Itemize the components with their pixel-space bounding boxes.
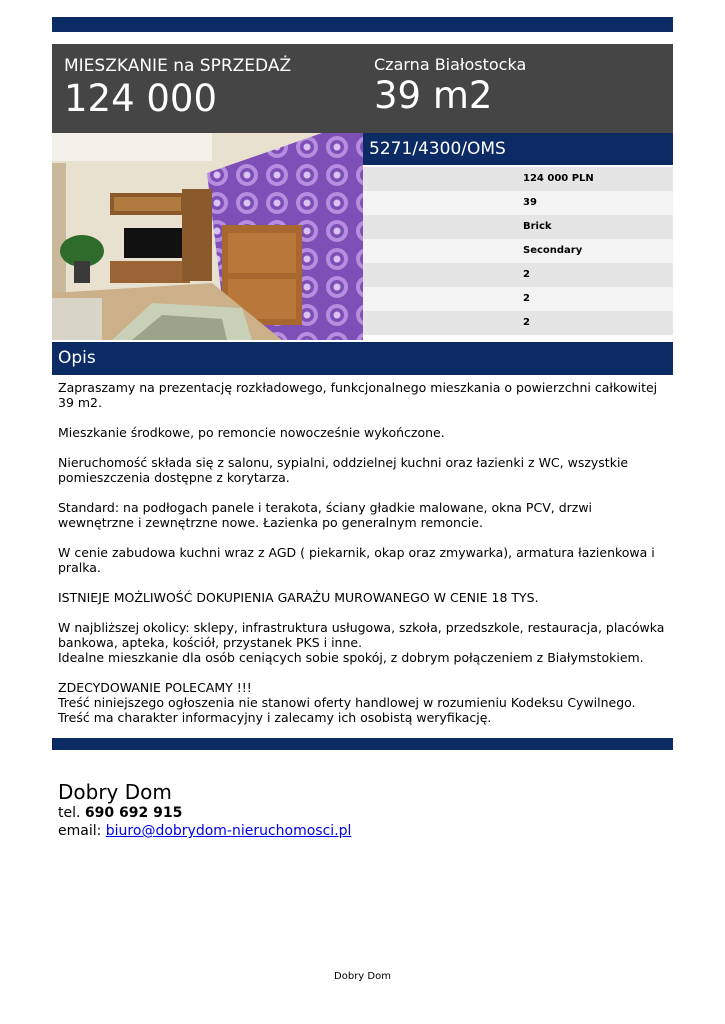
parameters-table bbox=[363, 167, 673, 335]
phone-number: 690 692 915 bbox=[84, 805, 183, 821]
description-heading-bar bbox=[52, 342, 673, 375]
description-paragraph: ZDECYDOWANIE POLECAMY !!! Treść niniejszego ogłoszenia nie stanowi oferty handlowej w rozumieniu Kodeksu Cywilnego. Treść ma charakter informacyjny i zalecamy ich osobistą weryfikację. bbox=[58, 680, 636, 725]
listing-reference-bar bbox=[363, 133, 673, 165]
company-name: Dobry Dom bbox=[58, 780, 172, 804]
param-value: Brick bbox=[523, 221, 552, 232]
property-photo bbox=[52, 133, 363, 340]
description-paragraph: Nieruchomość składa się z salonu, sypialni, oddzielnej kuchni oraz łazienki z WC, wszystkie pomieszczenia dostępne z korytarza. bbox=[58, 455, 629, 485]
email-line bbox=[58, 822, 351, 840]
param-row bbox=[363, 287, 673, 311]
param-value: Secondary bbox=[523, 245, 583, 256]
description-paragraph: Mieszkanie środkowe, po remoncie nowocześnie wykończone. bbox=[58, 425, 445, 440]
description-paragraph: Zapraszamy na prezentację rozkładowego, funkcjonalnego mieszkania o powierzchni całkowitej 39 m2. bbox=[58, 380, 658, 410]
phone-line bbox=[58, 804, 351, 822]
email-label: email: bbox=[58, 823, 102, 839]
description-paragraph: Standard: na podłogach panele i terakota, ściany gładkie malowane, okna PCV, drzwi wewnętrzne i zewnętrzne nowe. Łazienka po generalnym remoncie. bbox=[58, 500, 593, 530]
property-type-label: MIESZKANIE na SPRZEDAŻ bbox=[64, 56, 292, 76]
description-paragraph: W cenie zabudowa kuchni wraz z AGD ( piekarnik, okap oraz zmywarka), armatura łazienkowa i pralka. bbox=[58, 545, 655, 575]
description-paragraph: ISTNIEJE MOŻLIWOŚĆ DOKUPIENIA GARAŻU MUROWANEGO W CENIE 18 TYS. bbox=[58, 590, 539, 605]
param-value: 2 bbox=[523, 269, 530, 280]
param-row bbox=[363, 239, 673, 263]
param-row bbox=[363, 311, 673, 335]
contact-block bbox=[58, 780, 351, 840]
listing-header bbox=[52, 44, 673, 133]
location-label: Czarna Białostocka bbox=[374, 55, 527, 74]
bottom-divider-bar bbox=[52, 738, 673, 750]
listing-reference: 5271/4300/OMS bbox=[369, 139, 506, 159]
param-value: 124 000 PLN bbox=[523, 173, 594, 184]
area-headline: 39 m2 bbox=[374, 74, 493, 117]
param-row bbox=[363, 263, 673, 287]
param-value: 2 bbox=[523, 317, 530, 328]
phone-label: tel. bbox=[58, 805, 81, 821]
price-headline: 124 000 bbox=[64, 77, 218, 120]
param-value: 2 bbox=[523, 293, 530, 304]
param-value: 39 bbox=[523, 197, 537, 208]
param-row bbox=[363, 215, 673, 239]
page-footer: Dobry Dom bbox=[334, 971, 391, 982]
description-body bbox=[58, 380, 670, 725]
email-link[interactable]: biuro@dobrydom-nieruchomosci.pl bbox=[105, 823, 352, 839]
description-heading: Opis bbox=[58, 348, 96, 368]
param-row bbox=[363, 167, 673, 191]
param-row bbox=[363, 191, 673, 215]
top-divider-bar bbox=[52, 17, 673, 32]
description-paragraph: W najbliższej okolicy: sklepy, infrastruktura usługowa, szkoła, przedszkole, restauracja, placówka bankowa, apteka, kościół, przystanek PKS i inne. Idealne mieszkanie dla osób ceniących sobie spokój, z dobrym połączeniem z Białymstokiem. bbox=[58, 620, 665, 665]
